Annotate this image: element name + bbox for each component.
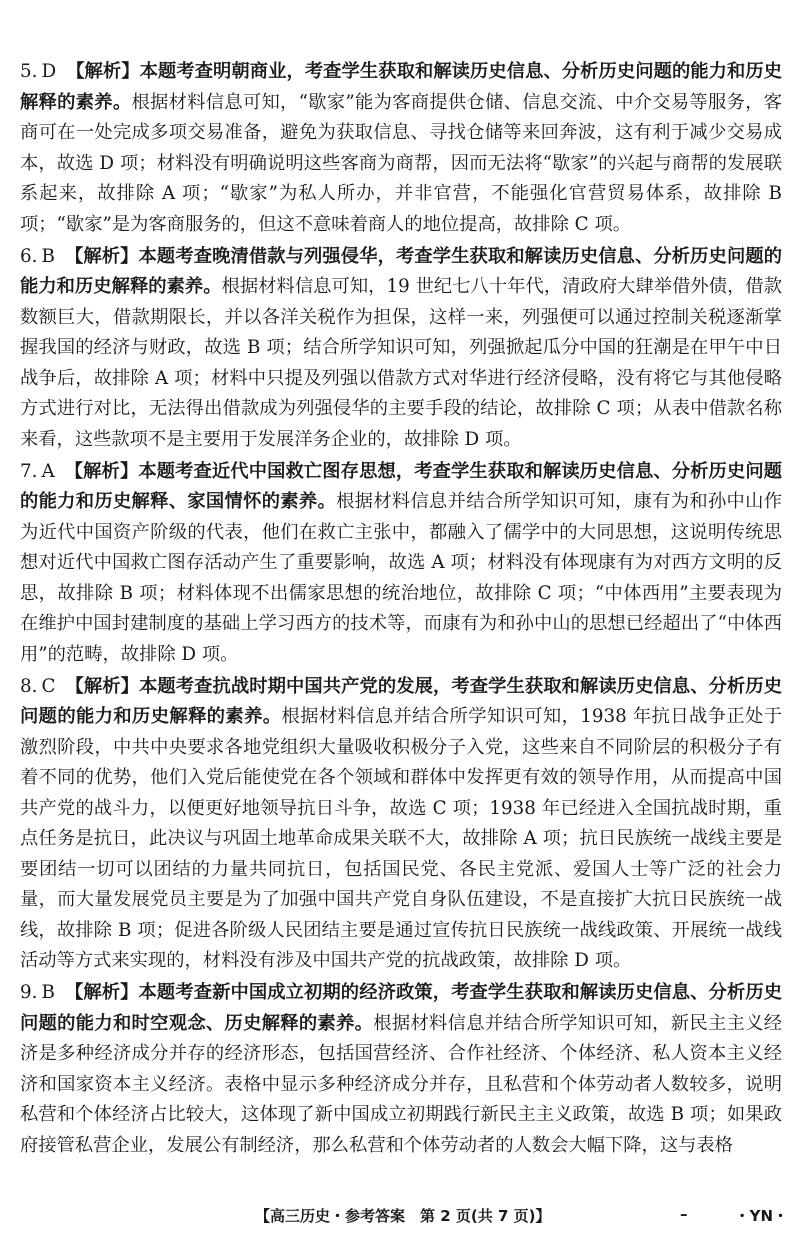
question-number: 8. [20,675,38,697]
answer-letter: B [41,245,55,267]
analysis-heading: 【解析】本题考查近代中国救亡图存思想，考查学生获取和解读历史信息、分析历史问题的能力和历史解释、家国情怀的素养。 [20,460,782,512]
question-number: 9. [20,982,38,1003]
question-9-explanation [20,978,782,1161]
answer-letter: B [41,982,55,1003]
analysis-body: 根据材料信息并结合所学知识可知，1938 年抗日战争正处于激烈阶段，中共中央要求各地党组织大量吸收积极分子入党，这些来自不同阶层的积极分子有着不同的优势，他们入党后能使党在各个领域和群体中发挥更有效的领导作用，从而提高中国共产党的战斗力，以便更好地领导抗日斗争，故选 C 项；1938 年已经进入全国抗战时期，重点任务是抗日，此决议与巩固土地革命成果关联不大，故排除 A 项；抗日民族统一战线主要是要团结一切可以团结的力量共同抗日，包括国民党、各民主党派、爱国人士等广泛的社会力量，而大量发展党员主要是为了加强中国共产党自身队伍建设，不是直接扩大抗日民族统一战线，故排除 B 项；促进各阶级人民团结主要是通过宣传抗日民族统一战线政策、开展统一战线活动等方式来实现的，材料没有涉及中国共产党的抗战政策，故排除 D 项。 [20,706,782,971]
analysis-heading: 【解析】本题考查新中国成立初期的经济政策，考查学生获取和解读历史信息、分析历史问题的能力和时空观念、历史解释的素养。 [20,982,782,1034]
answer-letter: D [41,61,57,82]
footer-region-code: ・YN・ [734,1207,788,1225]
question-number: 5. [20,61,38,82]
footer-dash: – [680,1205,688,1223]
question-6-explanation [20,242,782,456]
analysis-body: 根据材料信息可知，“歇家”能为客商提供仓储、信息交流、中介交易等服务，客商可在一处完成多项交易准备，避免为获取信息、寻找仓储等来回奔波，这有利于减少交易成本，故选 D 项；材料没有明确说明这些客商为商帮，因而无法将“歇家”的兴起与商帮的发展联系起来，故排除 A 项；“歇家”为私人所办，并非官营，不能强化官营贸易体系，故排除 B 项；“歇家”是为客商服务的，但这不意味着商人的地位提高，故排除 C 项。 [20,91,782,235]
question-number: 7. [20,460,38,482]
analysis-heading: 【解析】本题考查抗战时期中国共产党的发展，考查学生获取和解读历史信息、分析历史问题的能力和历史解释的素养。 [20,675,782,727]
question-8-explanation [20,672,782,977]
answer-letter: A [41,460,55,482]
analysis-body: 根据材料信息并结合所学知识可知，康有为和孙中山作为近代中国资产阶级的代表，他们在救亡主张中，都融入了儒学中的大同思想，这说明传统思想对近代中国救亡图存活动产生了重要影响，故选 A 项；材料没有体现康有为对西方文明的反思，故排除 B 项；材料体现不出儒家思想的统治地位，故排除 C 项；“中体西用”主要表现为在维护中国封建制度的基础上学习西方的技术等，而康有为和孙中山的思想已经超出了“中体西用”的范畴，故排除 D 项。 [20,491,783,665]
footer-page-info: 【高三历史・参考答案 第 2 页(共 7 页)】 [255,1207,551,1225]
answer-letter: C [41,675,56,697]
question-number: 6. [20,245,38,267]
question-5-explanation [20,57,782,240]
analysis-heading: 【解析】本题考查明朝商业，考查学生获取和解读历史信息、分析历史问题的能力和历史解释的素养。 [20,61,782,113]
analysis-body: 根据材料信息可知，19 世纪七八十年代，清政府大肆举借外债，借款数额巨大，借款期限长，并以各洋关税作为担保，这样一来，列强便可以通过控制关税逐渐掌握我国的经济与财政，故选 B 项；结合所学知识可知，列强掀起瓜分中国的狂潮是在甲午中日战争后，故排除 A 项；材料中只提及列强以借款方式对华进行经济侵略，没有将它与其他侵略方式进行对比，无法得出借款成为列强侵华的主要手段的结论，故排除 C 项；从表中借款名称来看，这些款项不是主要用于发展洋务企业的，故排除 D 项。 [20,276,783,450]
answer-page [20,57,782,1163]
question-7-explanation [20,457,782,671]
analysis-heading: 【解析】本题考查晚清借款与列强侵华，考查学生获取和解读历史信息、分析历史问题的能力和历史解释的素养。 [20,245,782,297]
analysis-body: 根据材料信息并结合所学知识可知，新民主主义经济是多种经济成分并存的经济形态，包括国营经济、合作社经济、个体经济、私人资本主义经济和国家资本主义经济。表格中显示多种经济成分并存，且私营和个体劳动者人数较多，说明私营和个体经济占比较大，这体现了新中国成立初期践行新民主主义政策，故选 B 项；如果政府接管私营企业，发展公有制经济，那么私营和个体劳动者的人数会大幅下降，这与表格 [20,1012,782,1156]
